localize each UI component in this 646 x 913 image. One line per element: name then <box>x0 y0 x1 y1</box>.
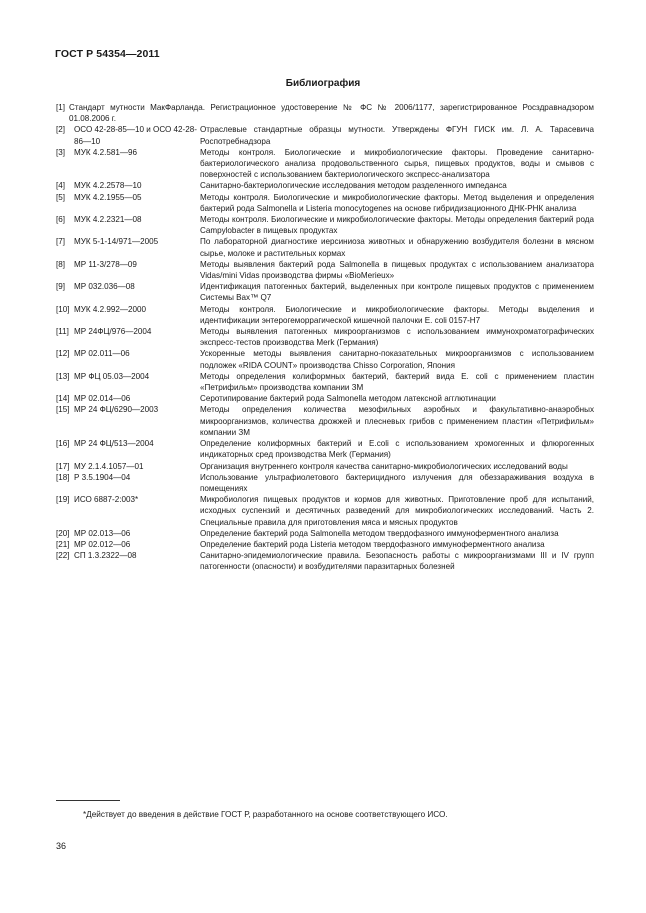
entry-code: МУК 4.2.2321—08 <box>74 215 142 225</box>
entry-description: Методы контроля. Биологические и микробиологические факторы. Методы выделения и идентификации энтерогеморрагической кишечной палочки E. coli 0157-H7 <box>200 304 594 325</box>
entry-description: По лабораторной диагностике иерсиниоза животных и обнаружению возбудителя болезни в мясном сырье, молоке и растительных кормах <box>200 237 594 258</box>
entry-description: Серотипирование бактерий рода Salmonella методом латексной агглютинации <box>200 394 496 404</box>
bibliography-entry <box>56 236 594 258</box>
bibliography-entry <box>56 393 594 404</box>
entry-number: [2] <box>56 125 65 135</box>
entry-number: [14] <box>56 394 70 404</box>
bibliography-list <box>56 102 594 573</box>
entry-description: Методы определения колиформных бактерий, бактерий вида Е. coli с применением пластин «Петрифильм» производства компании ЗМ <box>200 371 594 393</box>
entry-description: Санитарно-эпидемиологические правила. Безопасность работы с микроорганизмами III и IV групп патогенности (опасности) и возбудителями паразитарных болезней <box>200 551 594 572</box>
entry-number: [12] <box>56 349 70 359</box>
entry-code: МР 24 ФЦ/6290—2003 <box>74 405 159 415</box>
bibliography-entry <box>56 348 594 370</box>
entry-description: Определение бактерий рода Salmonella методом твердофазного иммуноферментного анализа <box>200 528 559 538</box>
entry-code: МУК 4.2.992—2000 <box>74 304 146 314</box>
bibliography-entry <box>56 281 594 303</box>
entry-code: МР 032.036—08 <box>74 282 135 292</box>
entry-number: [17] <box>56 461 70 471</box>
entry-code: СП 1.3.2322—08 <box>74 551 137 561</box>
entry-number: [15] <box>56 405 70 415</box>
document-header: ГОСТ Р 54354—2011 <box>55 48 160 60</box>
entry-number: [7] <box>56 237 65 247</box>
bibliography-entry <box>56 102 594 124</box>
entry-description: Стандарт мутности МакФарланда. Регистрационное удостоверение № ФС № 2006/1177, зарегистрированное Росздравнадзором 01.08.2006 г. <box>69 103 594 124</box>
entry-code: МУ 2.1.4.1057—01 <box>74 461 144 471</box>
entry-number: [9] <box>56 282 65 292</box>
bibliography-entry <box>56 326 594 348</box>
bibliography-entry <box>56 304 594 326</box>
entry-description: Методы контроля. Биологические и микробиологические факторы. Методы определения бактерий рода Campylobacter в пищевых продуктах <box>200 215 594 236</box>
entry-number: [13] <box>56 371 70 381</box>
entry-number: [19] <box>56 495 70 505</box>
bibliography-entry <box>56 192 594 214</box>
bibliography-entry <box>56 494 594 528</box>
entry-description: Методы контроля. Биологические и микробиологические факторы. Проведение санитарно-бактериологического анализа продовольственного сырья, пищевых продуктов, воды и смывов с поверхностей с использованием бактериологического экспресс-анализатора <box>200 147 594 180</box>
entry-number: [22] <box>56 551 70 561</box>
entry-number: [8] <box>56 259 65 269</box>
entry-number: [1] <box>56 103 65 112</box>
entry-number: [21] <box>56 539 70 549</box>
entry-code: Р 3.5.1904—04 <box>74 472 131 482</box>
entry-number: [6] <box>56 215 65 225</box>
entry-number: [3] <box>56 147 65 157</box>
entry-code: МУК 5-1-14/971—2005 <box>74 237 159 247</box>
bibliography-entry <box>56 472 594 494</box>
entry-code: МР 11-3/278—09 <box>74 259 137 269</box>
entry-description: Методы контроля. Биологические и микробиологические факторы. Метод выделения и определения бактерий рода Salmonella и Listeria monocytogenes на основе гибридизационного ДНК-РНК анализа <box>200 192 594 213</box>
entry-code: ОСО 42-28-85—10 и ОСО 42-28-86—10 <box>74 125 197 146</box>
entry-description: Определение бактерий рода Listeria методом твердофазного иммуноферментного анализа <box>200 539 545 549</box>
bibliography-entry <box>56 214 594 236</box>
bibliography-entry <box>56 461 594 472</box>
entry-code: МР 24ФЦ/976—2004 <box>74 327 152 337</box>
bibliography-entry <box>56 438 594 460</box>
page-number: 36 <box>56 841 67 851</box>
entry-description: Отраслевые стандартные образцы мутности. Утверждены ФГУН ГИСК им. Л. А. Тарасевича Роспотребнадзора <box>200 125 594 146</box>
entry-code: МР 24 ФЦ/513—2004 <box>74 439 154 449</box>
bibliography-entry <box>56 180 594 191</box>
entry-code: МР 02.013—06 <box>74 528 131 538</box>
entry-code: МУК 4.2.581—96 <box>74 147 137 157</box>
bibliography-entry <box>56 404 594 438</box>
entry-number: [20] <box>56 528 70 538</box>
entry-description: Организация внутреннего контроля качества санитарно-микробиологических исследований воды <box>200 461 568 471</box>
entry-description: Микробиология пищевых продуктов и кормов для животных. Приготовление проб для испытаний, исходных суспензий и десятичных разведений для микробиологических исследований. Часть 2. Специальные правила для приготовления мяса и мясных продуктов <box>200 495 594 527</box>
entry-code: МУК 4.2.2578—10 <box>74 181 142 191</box>
entry-number: [5] <box>56 192 65 202</box>
entry-code: МР 02.014—06 <box>74 394 131 404</box>
footnote-divider <box>56 800 120 801</box>
bibliography-entry <box>56 147 594 181</box>
entry-number: [10] <box>56 304 70 314</box>
entry-description: Ускоренные методы выявления санитарно-показательных микроорганизмов с использованием подложек «RIDA COUNT» производства Chisso Corporation, Япония <box>200 349 594 370</box>
entry-code: МР 02.012—06 <box>74 539 131 549</box>
entry-code: МУК 4.2.1955—05 <box>74 192 142 202</box>
entry-code: МР ФЦ 05.03—2004 <box>74 371 150 381</box>
bibliography-entry <box>56 259 594 281</box>
entry-number: [18] <box>56 472 70 482</box>
bibliography-entry <box>56 124 594 146</box>
bibliography-entry <box>56 528 594 539</box>
entry-description: Определение колиформных бактерий и E.coli с использованием хромогенных и флюрогенных индикаторных сред производства Merk (Германия) <box>200 439 594 460</box>
entry-description: Использование ультрафиолетового бактерицидного излучения для обеззараживания воздуха в помещениях <box>200 472 594 493</box>
entry-description: Методы выявления бактерий рода Salmonella в пищевых продуктах с использованием анализатора Vidas/mini Vidas производства фирмы «BioMerieux» <box>200 259 594 281</box>
entry-number: [11] <box>56 327 69 337</box>
entry-code: МР 02.011—06 <box>74 349 130 359</box>
entry-number: [16] <box>56 439 70 449</box>
entry-description: Методы выявления патогенных микроорганизмов с использованием иммунохроматографических экспресс-тестов производства Merk (Германия) <box>200 327 594 348</box>
entry-description: Санитарно-бактериологические исследования методом разделенного импеданса <box>200 181 507 191</box>
page-title: Библиография <box>285 78 361 89</box>
bibliography-entry <box>56 539 594 550</box>
bibliography-entry <box>56 550 594 572</box>
footnote-text: *Действует до введения в действие ГОСТ Р, разработанного на основе соответствующего ИСО. <box>83 810 448 819</box>
bibliography-entry <box>56 371 594 393</box>
entry-description: Методы определения количества мезофильных аэробных и факультативно-анаэробных микроорганизмов, количества дрожжей и плесневых грибов с применением пластин «Петрифильм» компании ЗМ <box>200 405 594 437</box>
entry-code: ИСО 6887-2:003* <box>74 495 139 505</box>
entry-number: [4] <box>56 181 65 191</box>
entry-description: Идентификация патогенных бактерий, выделенных при контроле пищевых продуктов с применением Системы Вах™ Q7 <box>200 282 594 303</box>
